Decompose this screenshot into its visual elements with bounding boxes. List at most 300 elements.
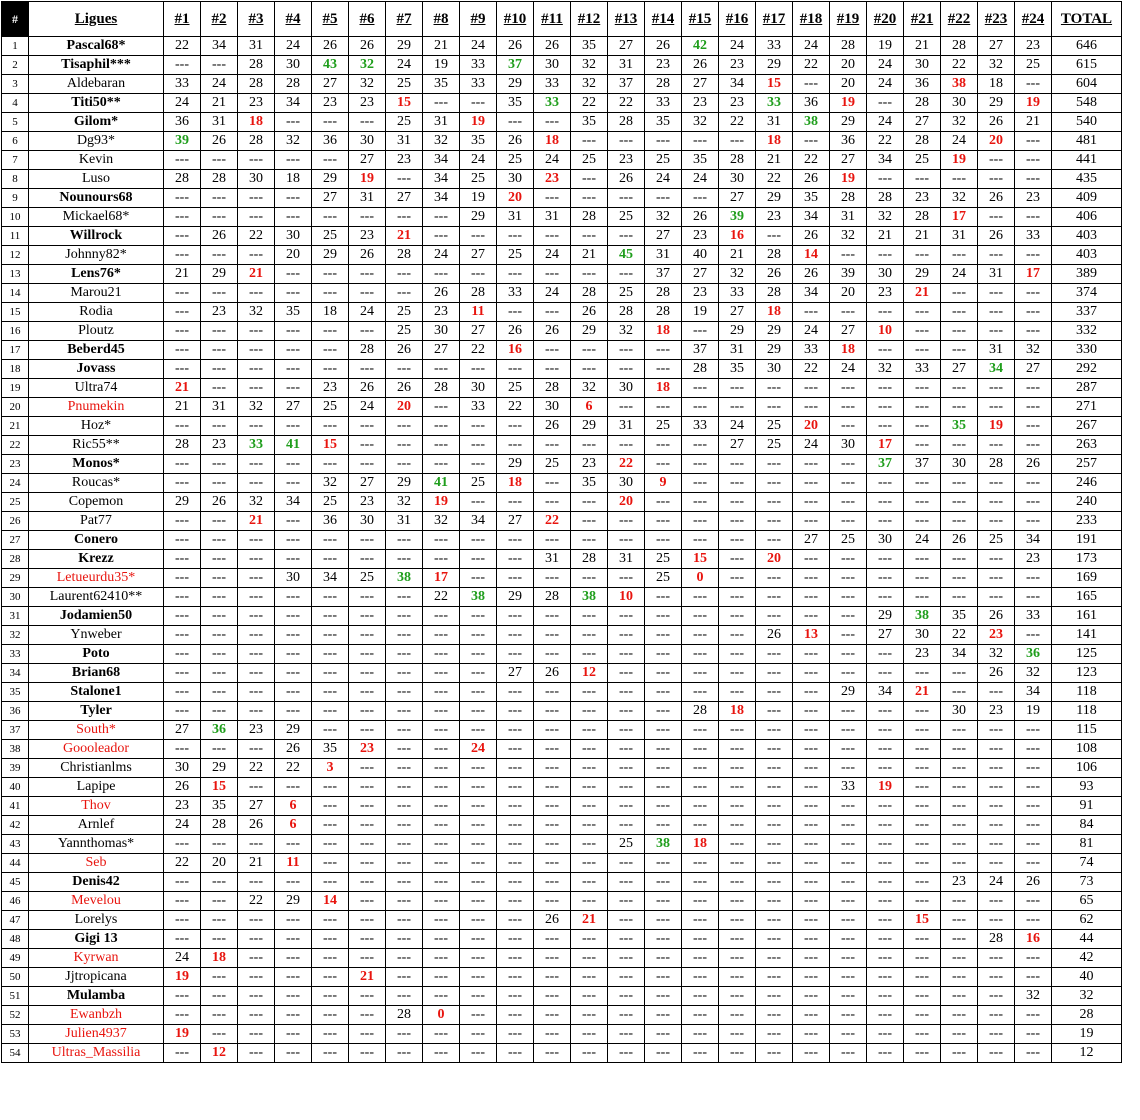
score-cell: 26 bbox=[497, 322, 534, 341]
score-cell: --- bbox=[238, 1025, 275, 1044]
total-cell: 604 bbox=[1052, 75, 1122, 94]
score-cell: --- bbox=[423, 911, 460, 930]
score-cell: --- bbox=[904, 1044, 941, 1063]
score-cell: 41 bbox=[275, 436, 312, 455]
score-cell: --- bbox=[386, 968, 423, 987]
score-cell: --- bbox=[867, 721, 904, 740]
table-row bbox=[2, 227, 1122, 246]
table-row bbox=[2, 1006, 1122, 1025]
score-cell: --- bbox=[756, 740, 793, 759]
score-cell: 23 bbox=[238, 94, 275, 113]
player-name-cell: Seb bbox=[29, 854, 164, 873]
score-cell: 33 bbox=[645, 94, 682, 113]
score-cell: 31 bbox=[386, 512, 423, 531]
table-row bbox=[2, 322, 1122, 341]
score-cell: --- bbox=[793, 75, 830, 94]
score-cell: --- bbox=[941, 759, 978, 778]
score-cell: 27 bbox=[312, 189, 349, 208]
score-cell: --- bbox=[645, 854, 682, 873]
score-cell: 37 bbox=[645, 265, 682, 284]
score-cell: --- bbox=[423, 854, 460, 873]
score-cell: 19 bbox=[460, 189, 497, 208]
score-cell: --- bbox=[423, 778, 460, 797]
score-cell: --- bbox=[756, 531, 793, 550]
score-cell: --- bbox=[756, 664, 793, 683]
score-cell: --- bbox=[978, 436, 1015, 455]
score-cell: --- bbox=[830, 379, 867, 398]
rank-cell: 25 bbox=[2, 493, 29, 512]
score-cell: 24 bbox=[719, 417, 756, 436]
score-cell: --- bbox=[904, 797, 941, 816]
rank-cell: 50 bbox=[2, 968, 29, 987]
score-cell: --- bbox=[1015, 968, 1052, 987]
score-cell: 29 bbox=[497, 588, 534, 607]
score-cell: 29 bbox=[201, 265, 238, 284]
score-cell: 30 bbox=[275, 569, 312, 588]
score-cell: --- bbox=[238, 360, 275, 379]
score-cell: --- bbox=[460, 854, 497, 873]
score-cell: 22 bbox=[571, 94, 608, 113]
table-row bbox=[2, 37, 1122, 56]
round-header: #22 bbox=[941, 2, 978, 37]
score-cell: 27 bbox=[719, 436, 756, 455]
player-name-cell: Mevelou bbox=[29, 892, 164, 911]
score-cell: 29 bbox=[830, 113, 867, 132]
score-cell: --- bbox=[793, 854, 830, 873]
score-cell: 34 bbox=[941, 645, 978, 664]
score-cell: 29 bbox=[164, 493, 201, 512]
score-cell: --- bbox=[719, 816, 756, 835]
score-cell: --- bbox=[275, 208, 312, 227]
score-cell: 37 bbox=[497, 56, 534, 75]
score-cell: 25 bbox=[830, 531, 867, 550]
score-cell: --- bbox=[201, 968, 238, 987]
player-name-cell: Thov bbox=[29, 797, 164, 816]
score-cell: --- bbox=[608, 569, 645, 588]
score-cell: 32 bbox=[608, 322, 645, 341]
score-cell: 29 bbox=[386, 474, 423, 493]
score-cell: --- bbox=[645, 797, 682, 816]
score-cell: --- bbox=[423, 1044, 460, 1063]
score-cell: --- bbox=[978, 759, 1015, 778]
score-cell: --- bbox=[719, 607, 756, 626]
score-cell: 11 bbox=[275, 854, 312, 873]
score-cell: --- bbox=[941, 1044, 978, 1063]
score-cell: --- bbox=[534, 816, 571, 835]
round-header: #18 bbox=[793, 2, 830, 37]
score-cell: --- bbox=[793, 987, 830, 1006]
score-cell: --- bbox=[941, 303, 978, 322]
score-cell: --- bbox=[423, 227, 460, 246]
score-cell: 29 bbox=[867, 607, 904, 626]
score-cell: --- bbox=[978, 987, 1015, 1006]
score-cell: --- bbox=[423, 930, 460, 949]
score-cell: --- bbox=[830, 911, 867, 930]
rank-cell: 24 bbox=[2, 474, 29, 493]
score-cell: --- bbox=[534, 721, 571, 740]
score-cell: --- bbox=[978, 968, 1015, 987]
score-cell: --- bbox=[978, 512, 1015, 531]
score-cell: --- bbox=[608, 512, 645, 531]
score-cell: 28 bbox=[534, 379, 571, 398]
score-cell: 26 bbox=[349, 37, 386, 56]
score-cell: --- bbox=[867, 854, 904, 873]
score-cell: 23 bbox=[349, 493, 386, 512]
score-cell: 24 bbox=[719, 37, 756, 56]
rank-cell: 44 bbox=[2, 854, 29, 873]
score-cell: --- bbox=[238, 987, 275, 1006]
score-cell: 34 bbox=[867, 151, 904, 170]
score-cell: --- bbox=[719, 854, 756, 873]
player-name-cell: Nounours68 bbox=[29, 189, 164, 208]
score-cell: --- bbox=[497, 740, 534, 759]
score-cell: --- bbox=[238, 873, 275, 892]
score-cell: --- bbox=[867, 94, 904, 113]
table-row bbox=[2, 436, 1122, 455]
score-cell: 26 bbox=[534, 664, 571, 683]
score-cell: 20 bbox=[275, 246, 312, 265]
score-cell: 27 bbox=[1015, 360, 1052, 379]
score-cell: --- bbox=[571, 170, 608, 189]
table-row bbox=[2, 284, 1122, 303]
score-cell: --- bbox=[608, 873, 645, 892]
score-cell: --- bbox=[941, 797, 978, 816]
score-cell: --- bbox=[608, 797, 645, 816]
score-cell: --- bbox=[386, 436, 423, 455]
score-cell: --- bbox=[312, 265, 349, 284]
score-cell: 27 bbox=[460, 246, 497, 265]
score-cell: --- bbox=[164, 246, 201, 265]
score-cell: 38 bbox=[904, 607, 941, 626]
score-cell: --- bbox=[941, 284, 978, 303]
total-cell: 115 bbox=[1052, 721, 1122, 740]
score-cell: 33 bbox=[460, 75, 497, 94]
score-cell: 27 bbox=[164, 721, 201, 740]
score-cell: --- bbox=[904, 436, 941, 455]
score-cell: --- bbox=[275, 474, 312, 493]
score-cell: 20 bbox=[201, 854, 238, 873]
score-cell: --- bbox=[349, 930, 386, 949]
score-cell: --- bbox=[719, 1044, 756, 1063]
score-cell: --- bbox=[719, 949, 756, 968]
score-cell: --- bbox=[275, 778, 312, 797]
table-row bbox=[2, 949, 1122, 968]
round-header: #11 bbox=[534, 2, 571, 37]
score-cell: 28 bbox=[941, 37, 978, 56]
score-cell: --- bbox=[238, 740, 275, 759]
score-cell: 26 bbox=[201, 493, 238, 512]
score-cell: --- bbox=[386, 1025, 423, 1044]
score-cell: --- bbox=[830, 398, 867, 417]
score-cell: --- bbox=[386, 721, 423, 740]
score-cell: --- bbox=[497, 1025, 534, 1044]
score-cell: 21 bbox=[571, 911, 608, 930]
score-cell: --- bbox=[830, 797, 867, 816]
score-cell: 24 bbox=[164, 949, 201, 968]
score-cell: --- bbox=[941, 778, 978, 797]
score-cell: --- bbox=[164, 987, 201, 1006]
score-cell: --- bbox=[830, 246, 867, 265]
score-cell: 21 bbox=[201, 94, 238, 113]
score-cell: 17 bbox=[423, 569, 460, 588]
score-cell: 29 bbox=[571, 322, 608, 341]
total-cell: 32 bbox=[1052, 987, 1122, 1006]
score-cell: 26 bbox=[941, 531, 978, 550]
score-cell: 32 bbox=[349, 75, 386, 94]
score-cell: 22 bbox=[867, 132, 904, 151]
score-cell: 25 bbox=[645, 417, 682, 436]
score-cell: --- bbox=[201, 531, 238, 550]
score-cell: --- bbox=[830, 721, 867, 740]
player-name-cell: Pat77 bbox=[29, 512, 164, 531]
score-cell: 28 bbox=[682, 360, 719, 379]
score-cell: --- bbox=[682, 1006, 719, 1025]
score-cell: --- bbox=[349, 854, 386, 873]
score-cell: --- bbox=[608, 189, 645, 208]
score-cell: --- bbox=[460, 949, 497, 968]
score-cell: --- bbox=[571, 721, 608, 740]
score-cell: 27 bbox=[719, 189, 756, 208]
score-cell: --- bbox=[1015, 493, 1052, 512]
total-cell: 161 bbox=[1052, 607, 1122, 626]
score-cell: --- bbox=[830, 702, 867, 721]
score-cell: --- bbox=[534, 265, 571, 284]
score-cell: --- bbox=[534, 1025, 571, 1044]
score-cell: 33 bbox=[904, 360, 941, 379]
score-cell: 28 bbox=[386, 246, 423, 265]
score-cell: 30 bbox=[867, 531, 904, 550]
score-cell: --- bbox=[164, 227, 201, 246]
score-cell: --- bbox=[423, 759, 460, 778]
score-cell: 15 bbox=[386, 94, 423, 113]
score-cell: --- bbox=[534, 626, 571, 645]
score-cell: 21 bbox=[238, 265, 275, 284]
score-cell: --- bbox=[312, 797, 349, 816]
score-cell: 26 bbox=[534, 417, 571, 436]
score-cell: 31 bbox=[534, 550, 571, 569]
score-cell: 43 bbox=[312, 56, 349, 75]
score-cell: --- bbox=[534, 113, 571, 132]
score-cell: 23 bbox=[645, 56, 682, 75]
score-cell: 32 bbox=[682, 113, 719, 132]
score-cell: --- bbox=[423, 626, 460, 645]
score-cell: 23 bbox=[978, 702, 1015, 721]
score-cell: --- bbox=[608, 854, 645, 873]
score-cell: --- bbox=[867, 1044, 904, 1063]
score-cell: --- bbox=[423, 816, 460, 835]
score-cell: --- bbox=[312, 531, 349, 550]
score-cell: --- bbox=[645, 683, 682, 702]
score-cell: --- bbox=[571, 968, 608, 987]
score-cell: 32 bbox=[941, 189, 978, 208]
score-cell: --- bbox=[978, 588, 1015, 607]
score-cell: 21 bbox=[238, 512, 275, 531]
score-cell: --- bbox=[682, 607, 719, 626]
score-cell: 20 bbox=[756, 550, 793, 569]
score-cell: --- bbox=[460, 550, 497, 569]
score-cell: 30 bbox=[497, 170, 534, 189]
score-cell: --- bbox=[1015, 398, 1052, 417]
score-cell: --- bbox=[275, 835, 312, 854]
score-cell: --- bbox=[275, 588, 312, 607]
score-cell: --- bbox=[534, 493, 571, 512]
player-name-cell: Jovass bbox=[29, 360, 164, 379]
score-cell: --- bbox=[571, 645, 608, 664]
score-cell: 33 bbox=[460, 56, 497, 75]
score-cell: 20 bbox=[386, 398, 423, 417]
score-cell: --- bbox=[164, 512, 201, 531]
score-cell: 33 bbox=[756, 94, 793, 113]
score-cell: --- bbox=[349, 873, 386, 892]
score-cell: 31 bbox=[941, 227, 978, 246]
score-cell: 33 bbox=[1015, 607, 1052, 626]
score-cell: 21 bbox=[867, 227, 904, 246]
score-cell: --- bbox=[534, 702, 571, 721]
score-cell: --- bbox=[645, 588, 682, 607]
score-cell: 28 bbox=[571, 284, 608, 303]
score-cell: 21 bbox=[904, 284, 941, 303]
score-cell: 32 bbox=[978, 56, 1015, 75]
round-header: #19 bbox=[830, 2, 867, 37]
score-cell: --- bbox=[719, 930, 756, 949]
score-cell: 29 bbox=[275, 892, 312, 911]
score-cell: 34 bbox=[460, 512, 497, 531]
score-cell: --- bbox=[867, 664, 904, 683]
score-cell: 32 bbox=[645, 208, 682, 227]
score-cell: --- bbox=[201, 645, 238, 664]
score-cell: 37 bbox=[867, 455, 904, 474]
score-cell: --- bbox=[423, 968, 460, 987]
score-cell: --- bbox=[830, 949, 867, 968]
score-cell: --- bbox=[534, 987, 571, 1006]
score-cell: --- bbox=[238, 1006, 275, 1025]
score-cell: --- bbox=[830, 740, 867, 759]
score-cell: 24 bbox=[867, 113, 904, 132]
score-cell: --- bbox=[164, 702, 201, 721]
score-cell: --- bbox=[978, 1006, 1015, 1025]
score-cell: 28 bbox=[904, 132, 941, 151]
score-cell: --- bbox=[793, 512, 830, 531]
table-row bbox=[2, 531, 1122, 550]
score-cell: 16 bbox=[1015, 930, 1052, 949]
rank-cell: 5 bbox=[2, 113, 29, 132]
score-cell: --- bbox=[978, 911, 1015, 930]
score-cell: --- bbox=[386, 588, 423, 607]
rank-cell: 15 bbox=[2, 303, 29, 322]
rank-cell: 16 bbox=[2, 322, 29, 341]
score-cell: --- bbox=[534, 873, 571, 892]
score-cell: --- bbox=[941, 170, 978, 189]
score-cell: 33 bbox=[238, 436, 275, 455]
score-cell: 28 bbox=[904, 208, 941, 227]
score-cell: --- bbox=[719, 968, 756, 987]
score-cell: --- bbox=[460, 664, 497, 683]
round-header: #10 bbox=[497, 2, 534, 37]
player-name-cell: Ynweber bbox=[29, 626, 164, 645]
player-name-cell: Conero bbox=[29, 531, 164, 550]
score-cell: --- bbox=[941, 246, 978, 265]
player-name-cell: Lapipe bbox=[29, 778, 164, 797]
score-cell: --- bbox=[1015, 75, 1052, 94]
rank-cell: 41 bbox=[2, 797, 29, 816]
score-cell: --- bbox=[978, 170, 1015, 189]
score-cell: 25 bbox=[608, 835, 645, 854]
score-cell: 31 bbox=[534, 208, 571, 227]
score-cell: --- bbox=[1015, 911, 1052, 930]
score-cell: --- bbox=[867, 341, 904, 360]
rank-cell: 28 bbox=[2, 550, 29, 569]
score-cell: --- bbox=[830, 835, 867, 854]
score-cell: --- bbox=[793, 930, 830, 949]
score-cell: --- bbox=[1015, 170, 1052, 189]
score-cell: --- bbox=[201, 246, 238, 265]
score-cell: --- bbox=[201, 873, 238, 892]
score-cell: --- bbox=[275, 512, 312, 531]
score-cell: --- bbox=[904, 474, 941, 493]
rank-cell: 43 bbox=[2, 835, 29, 854]
score-cell: --- bbox=[201, 835, 238, 854]
score-cell: 28 bbox=[275, 75, 312, 94]
player-name-cell: Dg93* bbox=[29, 132, 164, 151]
score-cell: --- bbox=[571, 436, 608, 455]
rank-cell: 18 bbox=[2, 360, 29, 379]
table-body bbox=[2, 37, 1122, 1063]
score-cell: --- bbox=[497, 816, 534, 835]
round-header: #23 bbox=[978, 2, 1015, 37]
score-cell: --- bbox=[312, 1044, 349, 1063]
total-cell: 191 bbox=[1052, 531, 1122, 550]
score-cell: --- bbox=[349, 607, 386, 626]
score-cell: --- bbox=[719, 721, 756, 740]
score-cell: --- bbox=[756, 987, 793, 1006]
score-cell: --- bbox=[1015, 759, 1052, 778]
score-cell: 25 bbox=[756, 417, 793, 436]
score-cell: --- bbox=[423, 797, 460, 816]
score-cell: 22 bbox=[608, 455, 645, 474]
score-cell: 32 bbox=[1015, 341, 1052, 360]
score-cell: 35 bbox=[201, 797, 238, 816]
score-cell: 21 bbox=[386, 227, 423, 246]
score-cell: --- bbox=[275, 911, 312, 930]
score-cell: --- bbox=[386, 911, 423, 930]
score-cell: 31 bbox=[608, 417, 645, 436]
score-cell: --- bbox=[349, 987, 386, 1006]
score-cell: 33 bbox=[719, 284, 756, 303]
score-cell: --- bbox=[571, 873, 608, 892]
score-cell: 23 bbox=[904, 189, 941, 208]
score-cell: 29 bbox=[460, 208, 497, 227]
score-cell: 24 bbox=[460, 740, 497, 759]
score-cell: --- bbox=[460, 778, 497, 797]
score-cell: --- bbox=[941, 379, 978, 398]
score-cell: 23 bbox=[867, 284, 904, 303]
score-cell: --- bbox=[867, 474, 904, 493]
round-header: #16 bbox=[719, 2, 756, 37]
score-cell: --- bbox=[793, 892, 830, 911]
score-cell: 26 bbox=[349, 246, 386, 265]
score-cell: --- bbox=[719, 911, 756, 930]
score-cell: --- bbox=[867, 740, 904, 759]
score-cell: 32 bbox=[423, 512, 460, 531]
score-cell: 0 bbox=[423, 1006, 460, 1025]
score-cell: 26 bbox=[349, 379, 386, 398]
score-cell: 24 bbox=[867, 75, 904, 94]
score-cell: 26 bbox=[534, 37, 571, 56]
score-cell: --- bbox=[460, 94, 497, 113]
score-cell: --- bbox=[534, 835, 571, 854]
score-cell: --- bbox=[1015, 303, 1052, 322]
score-cell: 18 bbox=[201, 949, 238, 968]
